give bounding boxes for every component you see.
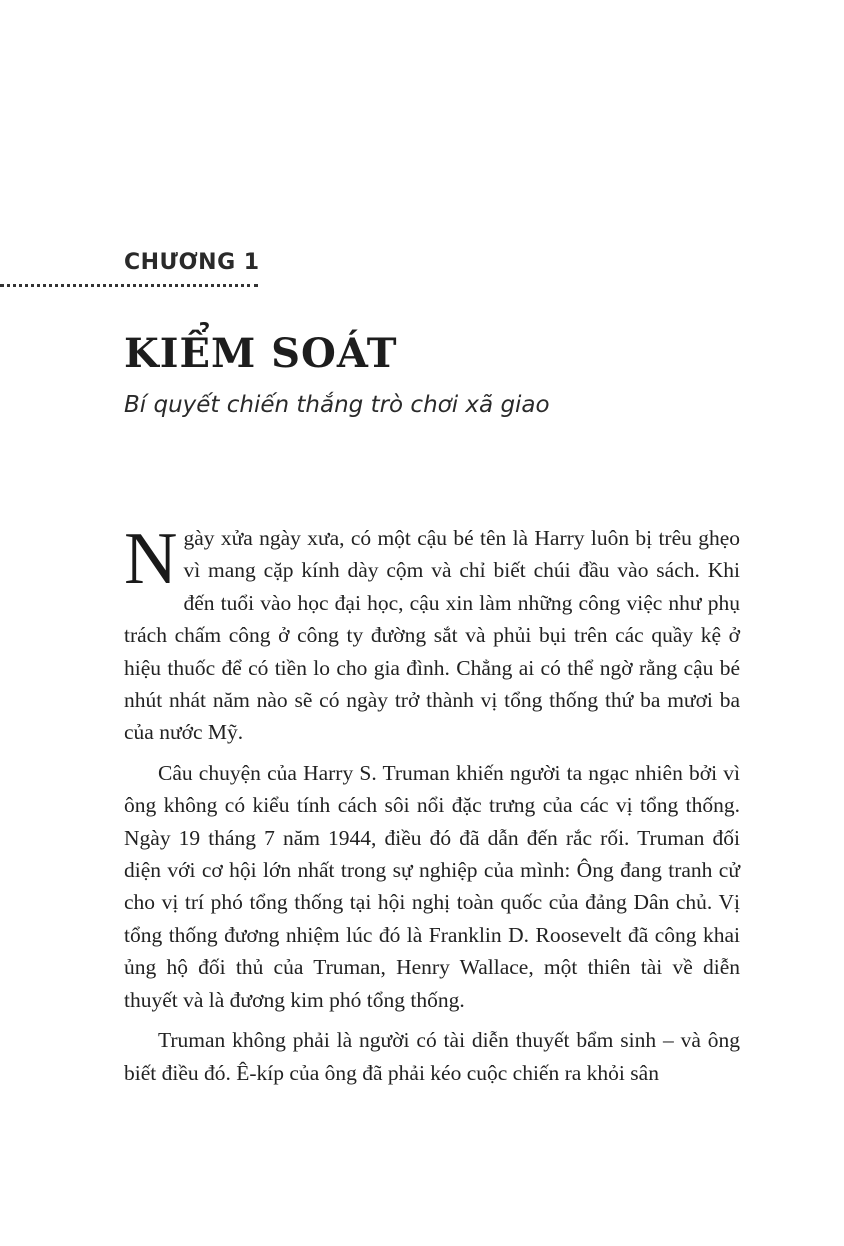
chapter-subtitle: Bí quyết chiến thắng trò chơi xã giao — [124, 392, 550, 418]
chapter-title: KIỂM SOÁT — [124, 330, 398, 377]
drop-cap: N — [124, 518, 178, 600]
paragraph-1 — [124, 518, 740, 749]
paragraph-2: Câu chuyện của Harry S. Truman khiến người ta ngạc nhiên bởi vì ông không có kiểu tính cách sôi nổi đặc trưng của các vị tổng thống. Ngày 19 tháng 7 năm 1944, điều đó đã dẫn đến rắc rối. Truman đối diện với cơ hội lớn nhất trong sự nghiệp của mình: Ông đang tranh cử cho vị trí phó tổng thống tại hội nghị toàn quốc của đảng Dân chủ. Vị tổng thống đương nhiệm lúc đó là Franklin D. Roosevelt đã công khai ủng hộ đối thủ của Truman, Henry Wallace, một thiên tài về diễn thuyết và là đương kim phó tổng thống. — [124, 760, 740, 1012]
body-text — [124, 518, 740, 1097]
dotted-divider — [0, 284, 258, 287]
paragraph-3: Truman không phải là người có tài diễn thuyết bẩm sinh – và ông biết điều đó. Ê-kíp của ông đã phải kéo cuộc chiến ra khỏi sân — [124, 1028, 740, 1085]
chapter-label: CHƯƠNG 1 — [124, 250, 260, 275]
paragraph-1-text: gày xửa ngày xưa, có một cậu bé tên là Harry luôn bị trêu ghẹo vì mang cặp kính dày cộm và chỉ biết chúi đầu vào sách. Khi đến tuổi vào học đại học, cậu xin làm những công việc như phụ trách chấm công ở công ty đường sắt và phủi bụi trên các quầy kệ ở hiệu thuốc để có tiền lo cho gia đình. Chẳng ai có thể ngờ rằng cậu bé nhút nhát năm nào sẽ có ngày trở thành vị tổng thống thứ ba mươi ba của nước Mỹ. — [124, 526, 740, 745]
